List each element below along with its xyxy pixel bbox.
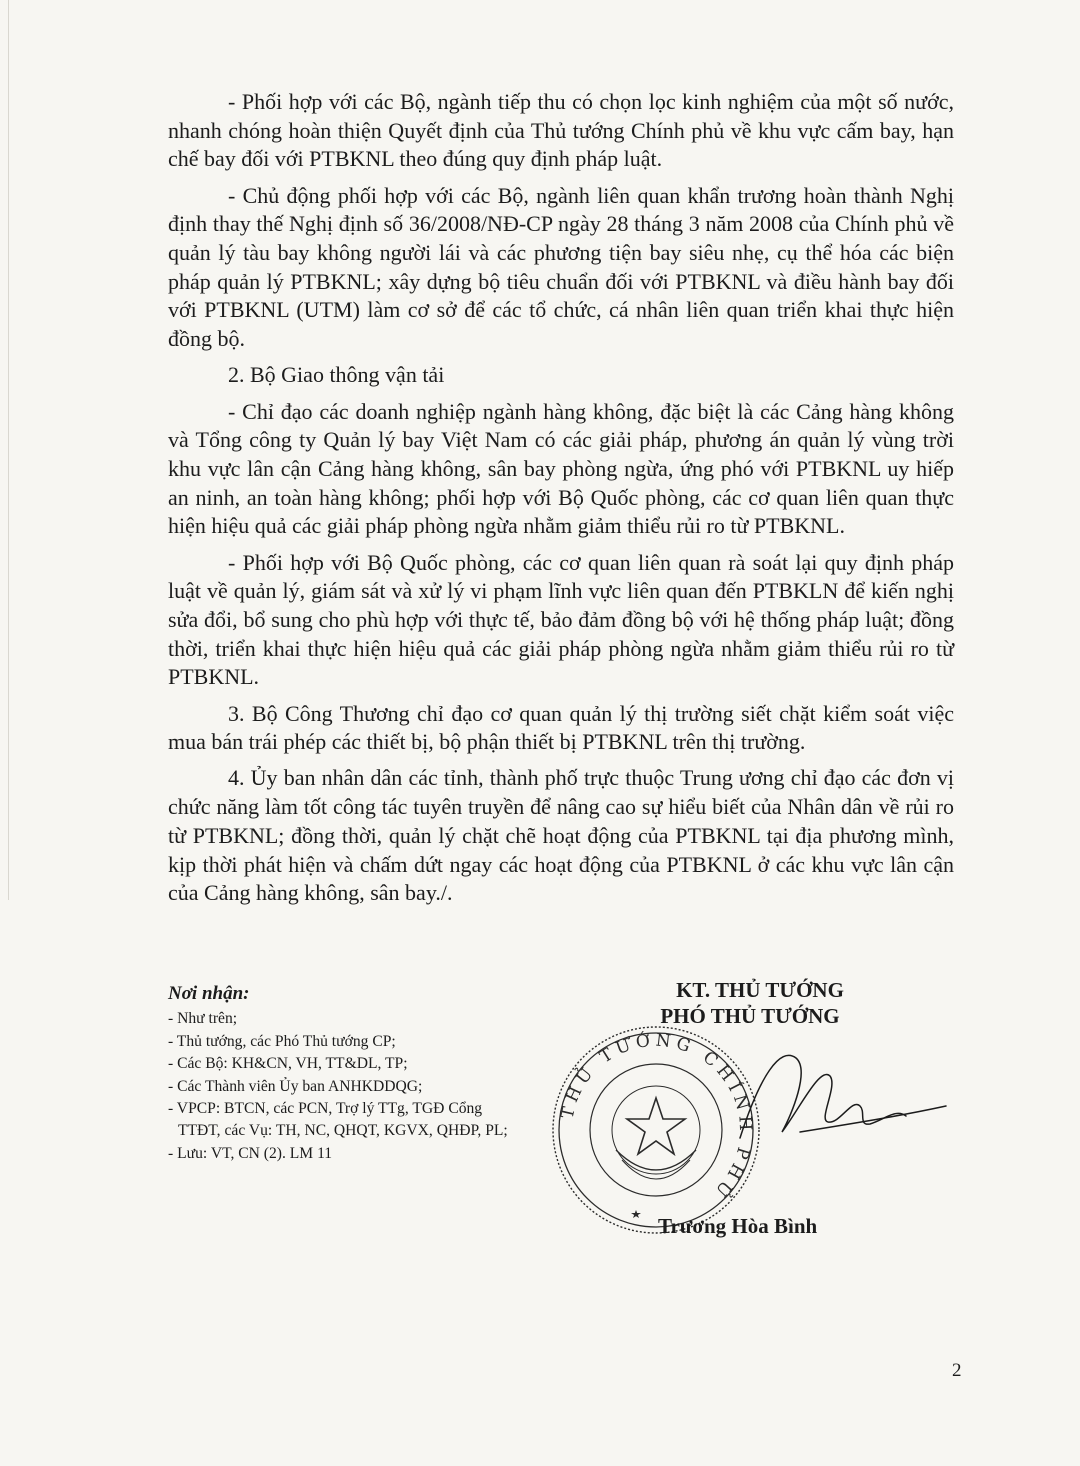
handwritten-signature-icon	[700, 1036, 950, 1156]
signature-block	[557, 976, 960, 1246]
section-heading-2: 2. Bộ Giao thông vận tải	[228, 362, 445, 388]
recipients-heading: Nơi nhận:	[168, 983, 250, 1004]
recipient-item: - VPCP: BTCN, các PCN, Trợ lý TTg, TGĐ Cổng TTĐT, các Vụ: TH, NC, QHQT, KGVX, QHĐP, PL;	[168, 1100, 508, 1140]
paragraph-3: - Chỉ đạo các doanh nghiệp ngành hàng không, đặc biệt là các Cảng hàng không và Tổng công ty Quản lý bay Việt Nam có các giải pháp, phương án quản lý vùng trời khu vực lân cận Cảng hàng không, sân bay phòng ngừa, ứng phó với PTBKNL uy hiếp an ninh, an toàn hàng không; phối hợp với Bộ Quốc phòng, các cơ quan liên quan thực hiện hiệu quả các giải pháp phòng ngừa nhằm giảm thiểu rủi ro từ PTBKNL.	[168, 398, 954, 539]
recipient-item: - Các Thành viên Ủy ban ANHKDDQG;	[168, 1077, 423, 1095]
recipient-item: - Lưu: VT, CN (2). LM 11	[168, 1144, 333, 1162]
recipient-item: - Thủ tướng, các Phó Thủ tướng CP;	[168, 1032, 396, 1050]
recipients-list	[168, 1008, 508, 1165]
signer-name: Trương Hòa Bình	[658, 1214, 818, 1238]
signature-title-line2: PHÓ THỦ TƯỚNG	[660, 1004, 840, 1028]
recipient-item: - Các Bộ: KH&CN, VH, TT&DL, TP;	[168, 1055, 408, 1073]
document-body	[168, 88, 954, 915]
signature-title-line1: KT. THỦ TƯỚNG	[676, 978, 844, 1002]
paragraph-2: - Chủ động phối hợp với các Bộ, ngành liên quan khẩn trương hoàn thành Nghị định thay thế Nghị định số 36/2008/NĐ-CP ngày 28 tháng 3 năm 2008 của Chính phủ về quản lý tàu bay không người lái và các phương tiện bay siêu nhẹ, cụ thể hóa các biện pháp quản lý PTBKNL; xây dựng bộ tiêu chuẩn đối với PTBKNL và điều hành bay đối với PTBKNL (UTM) làm cơ sở để các tổ chức, cá nhân liên quan triển khai thực hiện đồng bộ.	[168, 182, 954, 352]
page-number: 2	[952, 1360, 962, 1381]
seal-text: THỦ TƯỚNG CHÍNH PHỦ	[557, 1030, 756, 1204]
recipients-block	[168, 983, 508, 1165]
recipient-item: - Như trên;	[168, 1010, 238, 1028]
paragraph-5: 3. Bộ Công Thương chỉ đạo cơ quan quản lý thị trường siết chặt kiểm soát việc mua bán trái phép các thiết bị, bộ phận thiết bị PTBKNL trên thị trường.	[168, 700, 954, 755]
paragraph-1: - Phối hợp với các Bộ, ngành tiếp thu có chọn lọc kinh nghiệm của một số nước, nhanh chóng hoàn thiện Quyết định của Thủ tướng Chính phủ về khu vực cấm bay, hạn chế bay đối với PTBKNL theo đúng quy định pháp luật.	[168, 89, 954, 172]
paragraph-6: 4. Ủy ban nhân dân các tỉnh, thành phố trực thuộc Trung ương chỉ đạo các đơn vị chức năng làm tốt công tác tuyên truyền để nâng cao sự hiểu biết của Nhân dân về rủi ro từ PTBKNL; đồng thời, quản lý chặt chẽ hoạt động của PTBKNL tại địa phương mình, kịp thời phát hiện và chấm dứt ngay các hoạt động của PTBKNL ở các khu vực lân cận của Cảng hàng không, sân bay./.	[168, 765, 954, 906]
paragraph-4: - Phối hợp với Bộ Quốc phòng, các cơ quan liên quan rà soát lại quy định pháp luật về quản lý, giám sát và xử lý vi phạm lĩnh vực liên quan đến PTBKLN để kiến nghị sửa đổi, bổ sung cho phù hợp với thực tế, bảo đảm đồng bộ với hệ thống pháp luật; đồng thời, triển khai thực hiện hiệu quả các giải pháp phòng ngừa nhằm giảm thiểu rủi ro từ PTBKNL.	[168, 549, 954, 690]
page-margin-line	[8, 0, 9, 900]
